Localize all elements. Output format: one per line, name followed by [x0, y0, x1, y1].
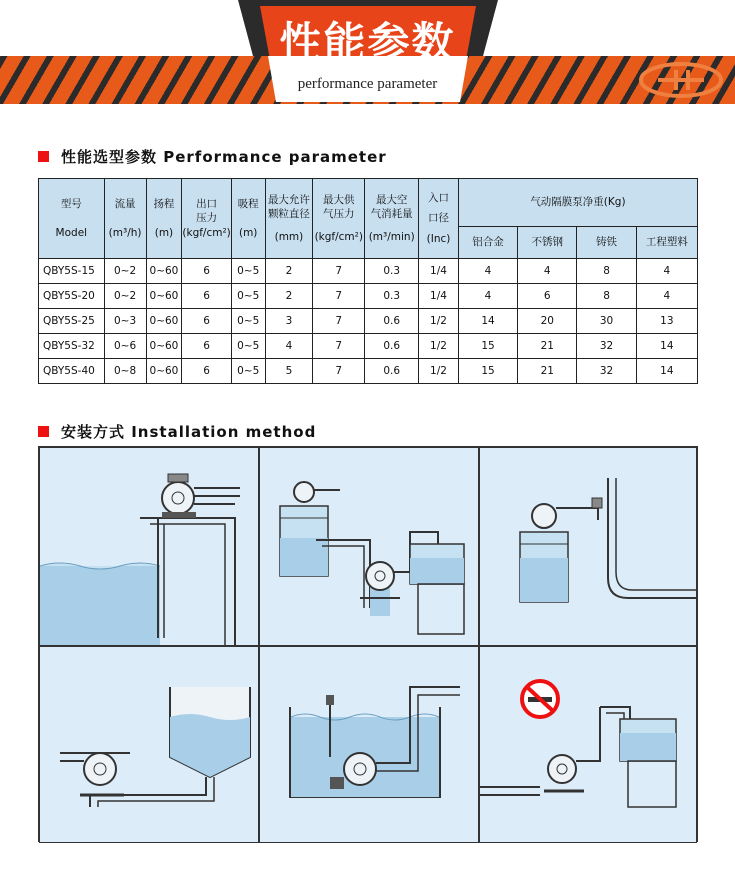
table-cell: 0~5: [231, 284, 265, 309]
header-outlet-pressure: 出口 压力 (kgf/cm²): [182, 179, 231, 259]
install-panel-gravity-feed: [39, 646, 259, 843]
table-cell: 6: [518, 284, 577, 309]
table-cell: 6: [182, 334, 231, 359]
performance-table: [38, 178, 698, 384]
model-cell: QBY5S-40: [39, 359, 105, 384]
table-cell: 0~6: [104, 334, 146, 359]
table-cell: 0~5: [231, 309, 265, 334]
table-cell: 0~3: [104, 309, 146, 334]
header-air-pressure: 最大供 气压力 (kgf/cm²): [313, 179, 365, 259]
table-cell: 0~5: [231, 359, 265, 384]
header-suction: 吸程 (m): [231, 179, 265, 259]
red-square-bullet-icon: [38, 426, 49, 437]
table-cell: 0.3: [365, 284, 419, 309]
header-air-consumption: 最大空 气消耗量 (m³/min): [365, 179, 419, 259]
header-weight-group: 气动隔膜泵净重(Kg): [458, 179, 697, 227]
installation-diagram-grid: [38, 446, 698, 842]
table-cell: 0~5: [231, 259, 265, 284]
table-cell: 7: [313, 284, 365, 309]
table-cell: 0~60: [146, 259, 182, 284]
table-cell: 0~60: [146, 359, 182, 384]
table-cell: 0~2: [104, 284, 146, 309]
red-square-bullet-icon: [38, 151, 49, 162]
wall-suction-diagram: [40, 448, 258, 645]
table-cell: 30: [577, 309, 636, 334]
header-head: 扬程 (m): [146, 179, 182, 259]
table-cell: 0~5: [231, 334, 265, 359]
table-cell: 0.6: [365, 309, 419, 334]
header-weight-stainless: 不锈钢: [518, 227, 577, 259]
table-cell: 0.6: [365, 334, 419, 359]
header-banner: [0, 0, 735, 120]
table-cell: 14: [636, 359, 697, 384]
install-panel-drum-top: [479, 447, 697, 646]
table-cell: 0~8: [104, 359, 146, 384]
no-smoking-icon: [522, 681, 558, 717]
header-weight-aluminum: 铝合金: [458, 227, 517, 259]
table-cell: 2: [265, 259, 313, 284]
table-cell: 7: [313, 334, 365, 359]
gravity-feed-diagram: [40, 647, 258, 842]
install-panel-no-smoking: [479, 646, 697, 843]
table-cell: 1/4: [419, 284, 459, 309]
model-cell: QBY5S-20: [39, 284, 105, 309]
table-cell: 7: [313, 309, 365, 334]
table-cell: 1/4: [419, 259, 459, 284]
table-cell: 4: [636, 284, 697, 309]
table-cell: 20: [518, 309, 577, 334]
drum-transfer-diagram: [260, 448, 478, 645]
install-panel-drum-transfer: [259, 447, 479, 646]
installation-heading: [38, 421, 316, 442]
table-cell: 4: [458, 284, 517, 309]
table-row: [39, 259, 698, 284]
header-particle: 最大允许 颗粒直径 (mm): [265, 179, 313, 259]
table-cell: 0~60: [146, 334, 182, 359]
model-cell: QBY5S-32: [39, 334, 105, 359]
table-cell: 32: [577, 359, 636, 384]
model-cell: QBY5S-15: [39, 259, 105, 284]
table-cell: 21: [518, 334, 577, 359]
table-cell: 0~60: [146, 309, 182, 334]
table-cell: 4: [636, 259, 697, 284]
installation-heading-text: 安装方式 Installation method: [61, 423, 317, 441]
table-cell: 6: [182, 309, 231, 334]
table-cell: 14: [458, 309, 517, 334]
banner-title-cn: 性能参数: [279, 18, 456, 67]
table-cell: 1/2: [419, 359, 459, 384]
table-cell: 3: [265, 309, 313, 334]
table-cell: 15: [458, 334, 517, 359]
submerged-diagram: [260, 647, 478, 842]
header-weight-plastic: 工程塑料: [636, 227, 697, 259]
table-row: [39, 334, 698, 359]
table-cell: 14: [636, 334, 697, 359]
table-cell: 0~2: [104, 259, 146, 284]
table-cell: 7: [313, 359, 365, 384]
banner-title-en: performance parameter: [297, 76, 438, 92]
drum-top-diagram: [480, 448, 696, 645]
table-cell: 13: [636, 309, 697, 334]
table-cell: 4: [518, 259, 577, 284]
header-model: 型号 Model: [39, 179, 105, 259]
table-cell: 8: [577, 259, 636, 284]
table-cell: 8: [577, 284, 636, 309]
table-row: [39, 359, 698, 384]
install-panel-wall-suction: [39, 447, 259, 646]
model-cell: QBY5S-25: [39, 309, 105, 334]
table-cell: 0~60: [146, 284, 182, 309]
table-cell: 4: [458, 259, 517, 284]
performance-heading-text: 性能选型参数 Performance parameter: [61, 148, 387, 166]
table-row: [39, 309, 698, 334]
table-row: [39, 284, 698, 309]
table-cell: 6: [182, 359, 231, 384]
table-cell: 1/2: [419, 334, 459, 359]
table-cell: 21: [518, 359, 577, 384]
table-cell: 4: [265, 334, 313, 359]
table-cell: 7: [313, 259, 365, 284]
header-inlet: 入口 口径 (Inc): [419, 179, 459, 259]
header-weight-cast-iron: 铸铁: [577, 227, 636, 259]
table-cell: 6: [182, 284, 231, 309]
table-cell: 15: [458, 359, 517, 384]
header-flow: 流量 (m³/h): [104, 179, 146, 259]
install-panel-submerged: [259, 646, 479, 843]
performance-heading: [38, 146, 387, 167]
table-cell: 6: [182, 259, 231, 284]
table-cell: 0.6: [365, 359, 419, 384]
table-cell: 5: [265, 359, 313, 384]
no-smoking-diagram: [480, 647, 696, 842]
table-cell: 2: [265, 284, 313, 309]
table-cell: 1/2: [419, 309, 459, 334]
table-cell: 32: [577, 334, 636, 359]
table-cell: 0.3: [365, 259, 419, 284]
